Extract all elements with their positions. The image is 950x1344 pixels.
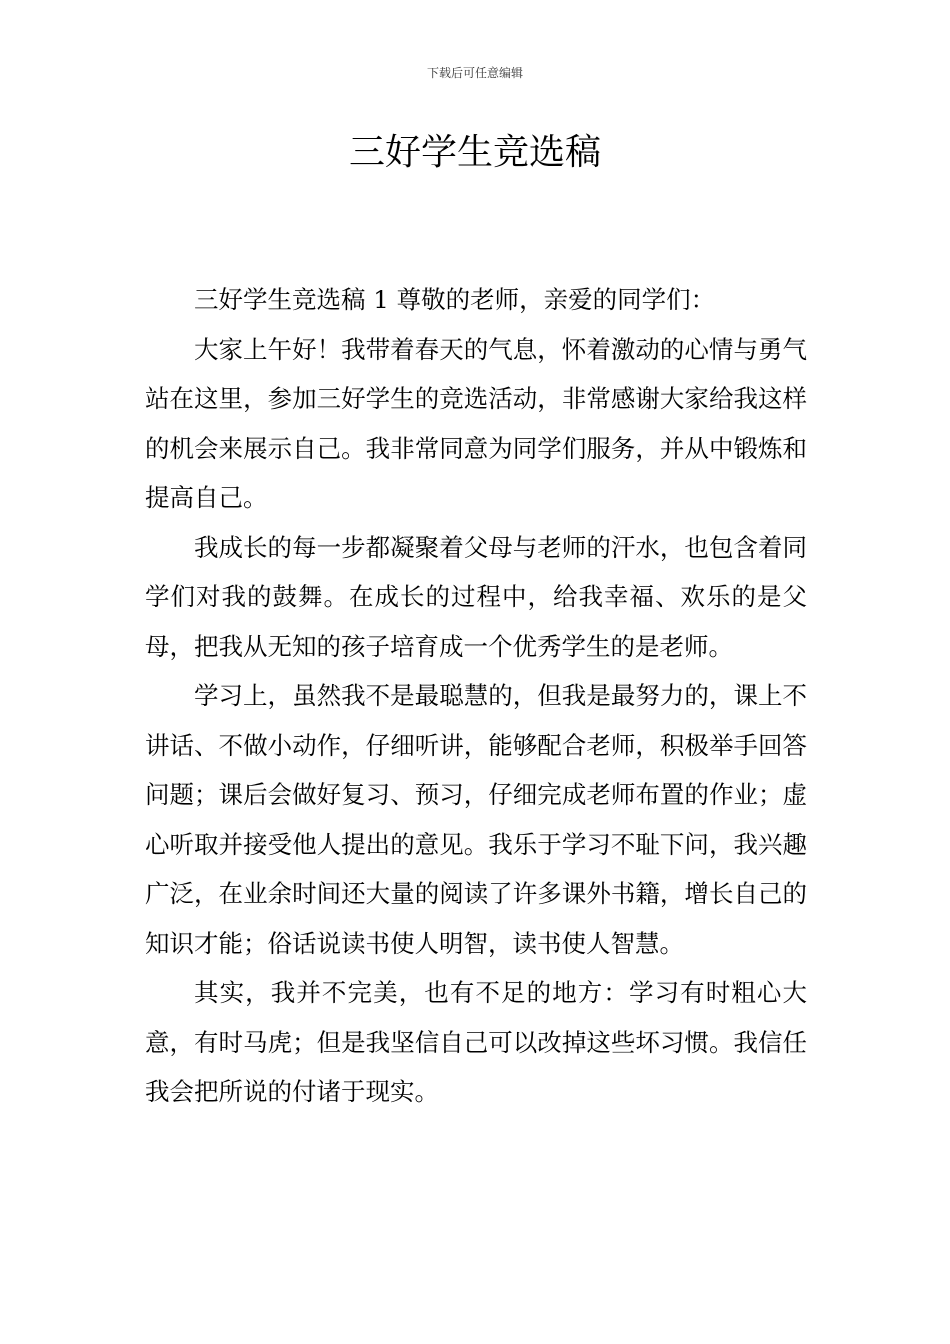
paragraph-5: 其实，我并不完美，也有不足的地方：学习有时粗心大意，有时马虎；但是我坚信自己可以改掉这些坏习惯。我信任我会把所说的付诸于现实。 <box>145 978 807 1106</box>
paragraph-4: 学习上，虽然我不是最聪慧的，但我是最努力的，课上不讲话、不做小动作，仔细听讲，能够配合老师，积极举手回答问题；课后会做好复习、预习，仔细完成老师布置的作业；虚心听取并接受他人提出的意见。我乐于学习不耻下问，我兴趣广泛，在业余时间还大量的阅读了许多课外书籍，增长自己的知识才能；俗话说读书使人明智，读书使人智慧。 <box>145 681 807 958</box>
paragraph-3: 我成长的每一步都凝聚着父母与老师的汗水，也包含着同学们对我的鼓舞。在成长的过程中，给我幸福、欢乐的是父母，把我从无知的孩子培育成一个优秀学生的是老师。 <box>145 532 807 661</box>
document-body <box>145 275 807 1117</box>
page-title: 三好学生竞选稿 <box>348 132 601 173</box>
header-note: 下载后可任意编辑 <box>426 66 523 80</box>
paragraph-1: 三好学生竞选稿 1 尊敬的老师，亲爱的同学们： <box>194 285 716 314</box>
paragraph-2: 大家上午好！我带着春天的气息，怀着激动的心情与勇气站在这里，参加三好学生的竞选活动，非常感谢大家给我这样的机会来展示自己。我非常同意为同学们服务，并从中锻炼和提高自己。 <box>145 334 807 512</box>
